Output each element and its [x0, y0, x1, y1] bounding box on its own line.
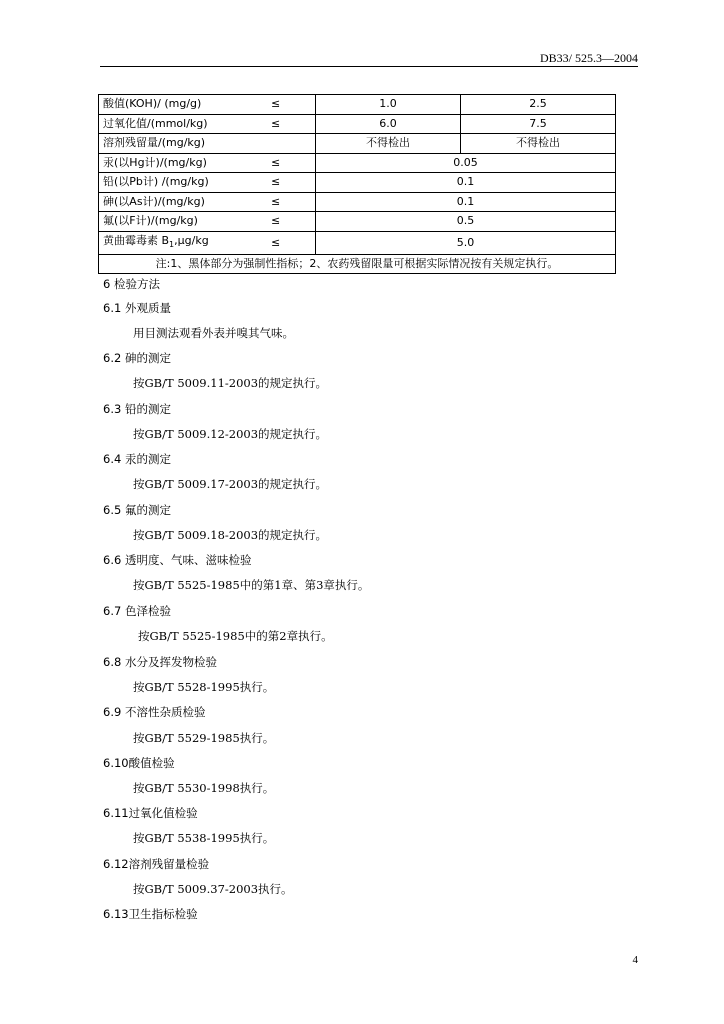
leq-symbol: ≤ [267, 212, 316, 232]
section-heading: 6.13卫生指标检验 [103, 907, 198, 921]
section-text: 按GB/T 5009.11-2003的规定执行。 [133, 376, 328, 390]
param-name-suffix: ,μg/kg [174, 233, 209, 247]
section-text: 用目测法观看外表并嗅其气味。 [133, 326, 294, 340]
param-name: 铅(以Pb计) /(mg/kg) [99, 173, 268, 193]
section-text: 按GB/T 5009.12-2003的规定执行。 [133, 427, 328, 441]
leq-symbol: ≤ [267, 231, 316, 254]
merged-value: 5.0 [316, 231, 616, 254]
section-text: 按GB/T 5530-1998执行。 [133, 781, 275, 795]
table-note: 注:1、黑体部分为强制性指标；2、农药残留限量可根据实际情况按有关规定执行。 [99, 254, 616, 274]
leq-symbol: ≤ [267, 192, 316, 212]
section-text: 按GB/T 5538-1995执行。 [133, 831, 275, 845]
param-name: 汞(以Hg计)/(mg/kg) [99, 153, 268, 173]
table-row [99, 173, 616, 193]
leq-symbol: ≤ [267, 114, 316, 134]
section-text: 按GB/T 5525-1985中的第1章、第3章执行。 [133, 578, 370, 592]
table-row [99, 95, 616, 115]
section-heading: 6.12溶剂残留量检验 [103, 857, 210, 871]
section-text: 按GB/T 5009.37-2003执行。 [133, 882, 293, 896]
section-heading: 6.8 水分及挥发物检验 [103, 655, 217, 669]
section-heading: 6.6 透明度、气味、滋味检验 [103, 553, 252, 567]
section-text: 按GB/T 5529-1985执行。 [133, 731, 275, 745]
section-text: 按GB/T 5528-1995执行。 [133, 680, 275, 694]
page-header [100, 52, 638, 67]
merged-value: 0.1 [316, 192, 616, 212]
section-heading: 6.10酸值检验 [103, 756, 175, 770]
param-name: 酸值(KOH)/ (mg/g) [99, 95, 268, 115]
value-2: 不得检出 [461, 134, 616, 154]
section-heading: 6.3 铅的测定 [103, 402, 171, 416]
section-heading: 6.11过氧化值检验 [103, 806, 198, 820]
table-note-row [99, 254, 616, 274]
merged-value: 0.05 [316, 153, 616, 173]
value-1: 6.0 [316, 114, 461, 134]
value-2: 7.5 [461, 114, 616, 134]
page-number: 4 [632, 954, 638, 966]
section-heading: 6.9 不溶性杂质检验 [103, 705, 206, 719]
standard-code: DB33/ 525.3—2004 [539, 51, 638, 65]
merged-value: 0.1 [316, 173, 616, 193]
section-heading: 6.7 色泽检验 [103, 604, 171, 618]
table-row [99, 153, 616, 173]
param-name: 砷(以As计)/(mg/kg) [99, 192, 268, 212]
param-name: 氟(以F计)/(mg/kg) [99, 212, 268, 232]
param-name-subscript: 1 [169, 239, 175, 249]
section-heading: 6.5 氟的测定 [103, 503, 171, 517]
table-row [99, 192, 616, 212]
leq-symbol: ≤ [267, 173, 316, 193]
section-heading: 6.4 汞的测定 [103, 452, 171, 466]
value-1: 1.0 [316, 95, 461, 115]
leq-symbol: ≤ [267, 95, 316, 115]
section-text: 按GB/T 5525-1985中的第2章执行。 [138, 629, 333, 643]
table-row [99, 212, 616, 232]
param-name: 溶剂残留量/(mg/kg) [99, 134, 268, 154]
section-text: 按GB/T 5009.18-2003的规定执行。 [133, 528, 328, 542]
table-row [99, 114, 616, 134]
leq-symbol: ≤ [267, 153, 316, 173]
value-2: 2.5 [461, 95, 616, 115]
section-text: 按GB/T 5009.17-2003的规定执行。 [133, 477, 328, 491]
leq-symbol [267, 134, 316, 154]
table-row [99, 231, 616, 254]
table-row [99, 134, 616, 154]
section-heading: 6 检验方法 [103, 277, 160, 291]
spec-table [98, 94, 616, 274]
section-heading: 6.1 外观质量 [103, 301, 171, 315]
param-name-prefix: 黄曲霉毒素 B [103, 233, 170, 247]
param-name: 过氧化值/(mmol/kg) [99, 114, 268, 134]
param-name [99, 231, 268, 254]
value-1: 不得检出 [316, 134, 461, 154]
section-heading: 6.2 砷的测定 [103, 351, 171, 365]
merged-value: 0.5 [316, 212, 616, 232]
